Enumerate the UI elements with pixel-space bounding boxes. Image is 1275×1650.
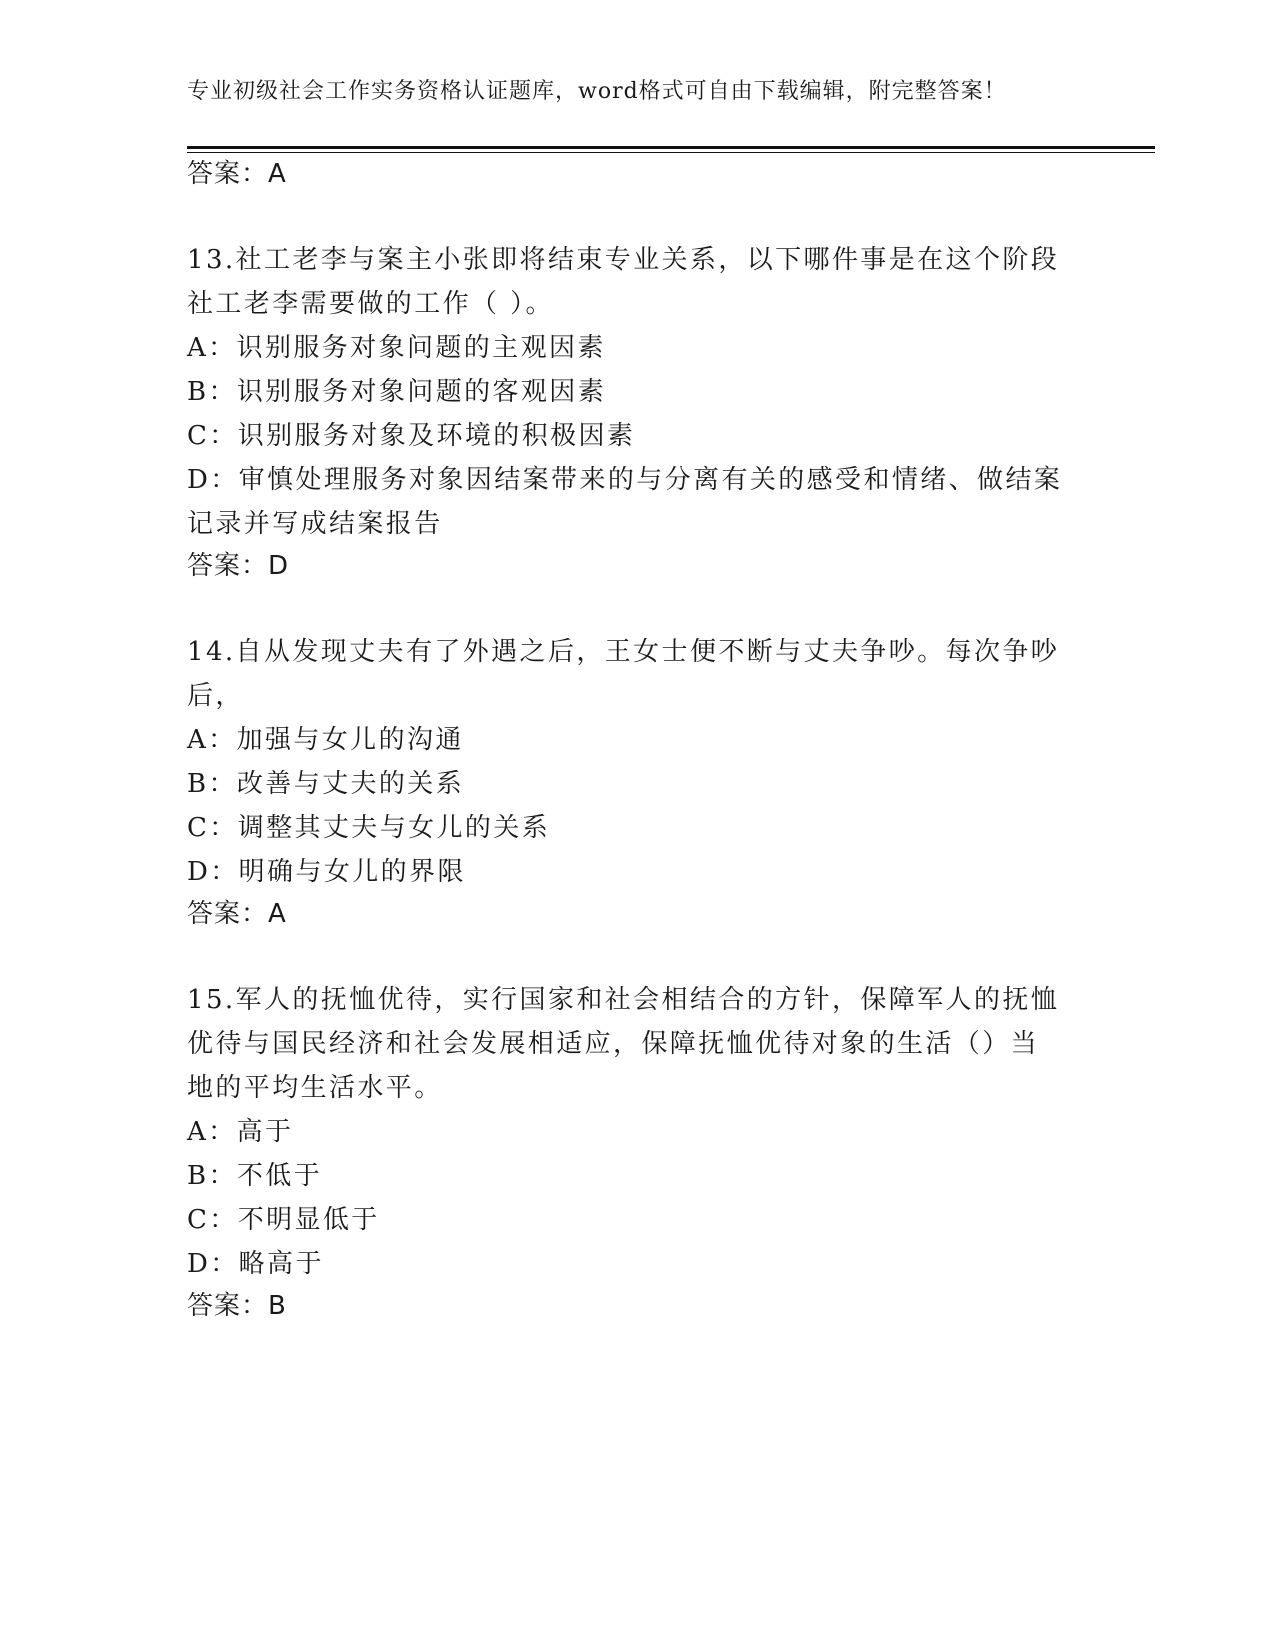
question-stem-line: 15.军人的抚恤优待，实行国家和社会相结合的方针，保障军人的抚恤 xyxy=(187,985,1060,1015)
option-b: B：识别服务对象问题的客观因素 xyxy=(187,377,607,407)
option-a: A：识别服务对象问题的主观因素 xyxy=(187,333,606,363)
option-c: C：识别服务对象及环境的积极因素 xyxy=(187,421,636,451)
option-d: D：略高于 xyxy=(187,1249,324,1279)
option-c: C：调整其丈夫与女儿的关系 xyxy=(187,813,551,843)
answer: 答案：B xyxy=(187,1291,287,1321)
header-rule-thick xyxy=(187,146,1155,149)
option-b: B：不低于 xyxy=(187,1161,323,1191)
question-stem-line: 地的平均生活水平。 xyxy=(187,1073,443,1103)
option-a: A：加强与女儿的沟通 xyxy=(187,725,464,755)
answer: 答案：D xyxy=(187,551,290,581)
option-d: D：审慎处理服务对象因结案带来的与分离有关的感受和情绪、做结案 xyxy=(187,465,1063,495)
question-stem-line: 13.社工老李与案主小张即将结束专业关系，以下哪件事是在这个阶段 xyxy=(187,245,1060,275)
previous-answer: 答案：A xyxy=(187,159,287,189)
question-stem-line: 14.自从发现丈夫有了外遇之后，王女士便不断与丈夫争吵。每次争吵 xyxy=(187,637,1060,667)
answer: 答案：A xyxy=(187,899,287,929)
question-stem-line: 优待与国民经济和社会发展相适应，保障抚恤优待对象的生活（）当 xyxy=(187,1029,1040,1059)
header-rule-thin xyxy=(187,152,1155,153)
option-a: A：高于 xyxy=(187,1117,294,1147)
option-b: B：改善与丈夫的关系 xyxy=(187,769,465,799)
option-c: C：不明显低于 xyxy=(187,1205,380,1235)
question-stem-line: 社工老李需要做的工作（ ）。 xyxy=(187,289,554,319)
option-d: D：明确与女儿的界限 xyxy=(187,857,466,887)
question-stem-line: 后， xyxy=(187,681,244,711)
page-header: 专业初级社会工作实务资格认证题库，word格式可自由下载编辑，附完整答案！ xyxy=(187,79,1007,104)
option-d-continued: 记录并写成结案报告 xyxy=(187,509,443,539)
